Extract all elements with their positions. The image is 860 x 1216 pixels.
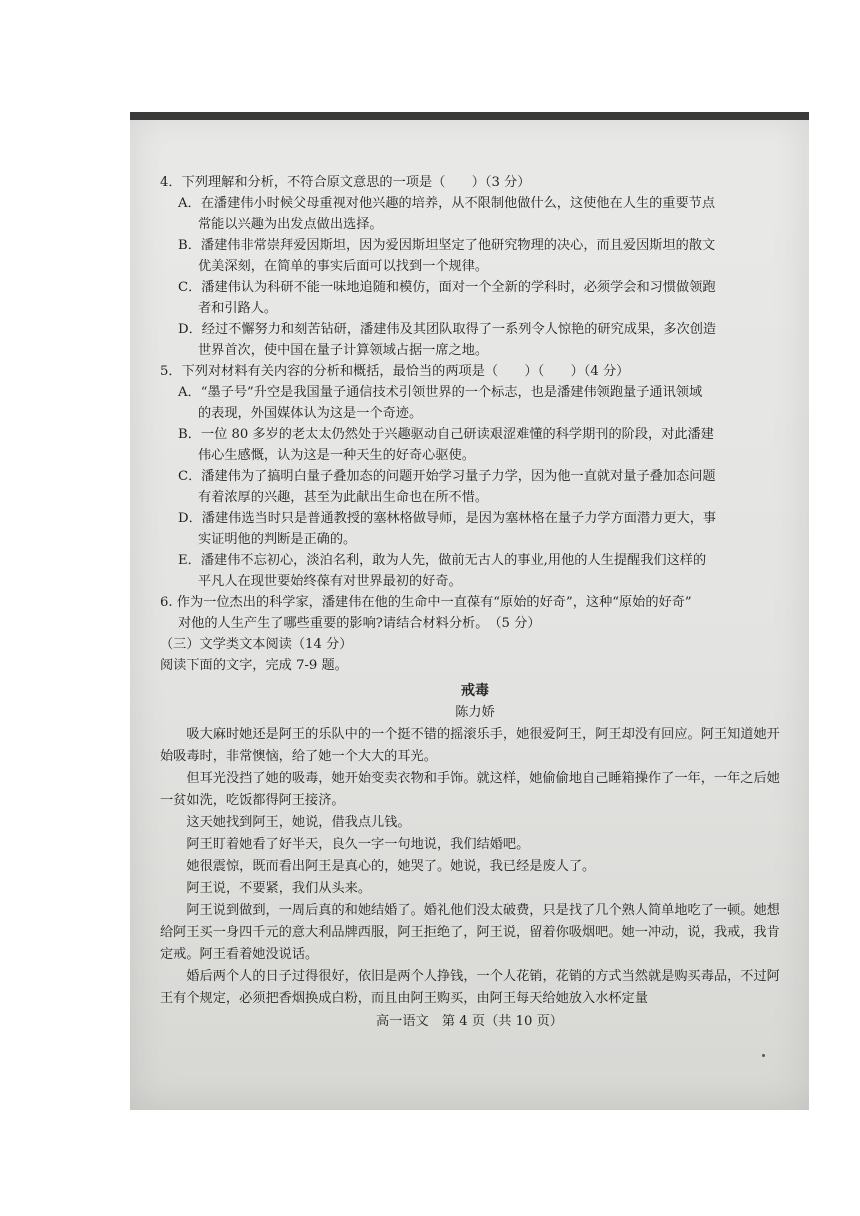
q4-option-b-cont: 优美深刻，在简单的事实后面可以找到一个规律。 xyxy=(198,259,489,274)
section-heading: （三）文学类文本阅读（14 分） xyxy=(160,637,353,652)
question-4 xyxy=(160,172,790,361)
question-6 xyxy=(160,592,790,634)
story-paragraph-1: 吸大麻时她还是阿王的乐队中的一个挺不错的摇滚乐手，她很爱阿王，阿王却没有回应。阿王知道她开始吸毒时，非常懊恼，给了她一个大大的耳光。 xyxy=(160,727,780,764)
q5-option-e-cont: 平凡人在现世要始终葆有对世界最初的好奇。 xyxy=(198,574,462,589)
q5-option-a-cont: 的表现，外国媒体认为这是一个奇迹。 xyxy=(198,406,423,421)
story-paragraph-2: 但耳光没挡了她的吸毒，她开始变卖衣物和手饰。就这样，她偷偷地自己睡箱操作了一年，一年之后她一贫如洗，吃饭都得阿王接济。 xyxy=(160,771,780,808)
scan-speck xyxy=(762,1054,765,1057)
exam-page-content xyxy=(160,172,790,1010)
q5-option-e: E．潘建伟不忘初心，淡泊名利，敢为人先，做前无古人的事业,用他的人生提醒我们这样的 xyxy=(178,553,707,568)
question-5 xyxy=(160,361,790,592)
story-paragraph-8: 婚后两个人的日子过得很好，依旧是两个人挣钱，一个人花销，花销的方式当然就是购买毒品，不过阿王有个规定，必须把香烟换成白粉，而且由阿王购买，由阿王每天给她放入水杯定量 xyxy=(160,969,780,1006)
story-paragraph-3: 这天她找到阿王，她说，借我点儿钱。 xyxy=(186,815,411,830)
q4-option-a-cont: 常能以兴趣为出发点做出选择。 xyxy=(198,217,383,232)
q5-option-b-cont: 伟心生感慨，认为这是一种天生的好奇心驱使。 xyxy=(198,448,475,463)
q5-option-a: A．“墨子号”升空是我国量子通信技术引领世界的一个标志，也是潘建伟领跑量子通讯领域 xyxy=(178,385,703,400)
q4-option-c-cont: 者和引路人。 xyxy=(198,301,278,316)
q4-option-a: A．在潘建伟小时候父母重视对他兴趣的培养，从不限制他做什么，这使他在人生的重要节点 xyxy=(178,196,716,211)
section-instruction: 阅读下面的文字，完成 7-9 题。 xyxy=(160,658,348,673)
q5-option-c: C．潘建伟为了搞明白量子叠加态的问题开始学习量子力学，因为他一直就对量子叠加态问题 xyxy=(178,469,716,484)
q5-option-c-cont: 有着浓厚的兴趣，甚至为此献出生命也在所不惜。 xyxy=(198,490,489,505)
q4-option-d: D．经过不懈努力和刻苦钻研，潘建伟及其团队取得了一系列令人惊艳的研究成果，多次创造 xyxy=(178,322,717,337)
story-paragraph-4: 阿王盯着她看了好半天，良久一字一句地说，我们结婚吧。 xyxy=(186,837,530,852)
q6-line-2: 对他的人生产生了哪些重要的影响?请结合材料分析。 （5 分） xyxy=(178,616,541,631)
q5-option-b: B．一位 80 多岁的老太太仍然处于兴趣驱动自己研读艰涩难懂的科学期刊的阶段，对此潘建 xyxy=(178,427,714,442)
q4-option-d-cont: 世界首次，使中国在量子计算领域占据一席之地。 xyxy=(198,343,489,358)
story-author: 陈力娇 xyxy=(455,705,495,720)
q4-option-c: C．潘建伟认为科研不能一味地追随和模仿，面对一个全新的学科时，必须学会和习惯做领跑 xyxy=(178,280,716,295)
page-top-edge xyxy=(130,112,809,120)
q6-line-1: 6. 作为一位杰出的科学家，潘建伟在他的生命中一直葆有“原始的好奇”，这种“原始的好奇” xyxy=(160,595,692,610)
story-paragraph-5: 她很震惊，既而看出阿王是真心的，她哭了。她说，我已经是废人了。 xyxy=(186,859,596,874)
q5-option-d: D．潘建伟选当时只是普通教授的塞林格做导师，是因为塞林格在量子力学方面潜力更大，事 xyxy=(178,511,717,526)
q5-stem: 5．下列对材料有关内容的分析和概括，最恰当的两项是（ ）（ ）（4 分） xyxy=(160,364,630,379)
q5-option-d-cont: 实证明他的判断是正确的。 xyxy=(198,532,357,547)
story-title: 戒毒 xyxy=(461,683,489,699)
story-paragraph-6: 阿王说，不要紧，我们从头来。 xyxy=(186,881,372,896)
q4-stem: 4．下列理解和分析，不符合原文意思的一项是（ ）（3 分） xyxy=(160,175,531,190)
q4-option-b: B．潘建伟非常崇拜爱因斯坦，因为爱因斯坦坚定了他研究物理的决心，而且爱因斯坦的散文 xyxy=(178,238,716,253)
scanned-page-photo xyxy=(130,112,809,1110)
story-paragraph-7: 阿王说到做到，一周后真的和她结婚了。婚礼他们没太破费，只是找了几个熟人简单地吃了一顿。她想给阿王买一身四千元的意大利品牌西服，阿王拒绝了，阿王说，留着你吸烟吧。她一冲动，说，我戒，我肯定戒。阿王看着她没说话。 xyxy=(160,903,780,962)
page-footer: 高一语文 第 4 页（共 10 页） xyxy=(375,1014,563,1029)
